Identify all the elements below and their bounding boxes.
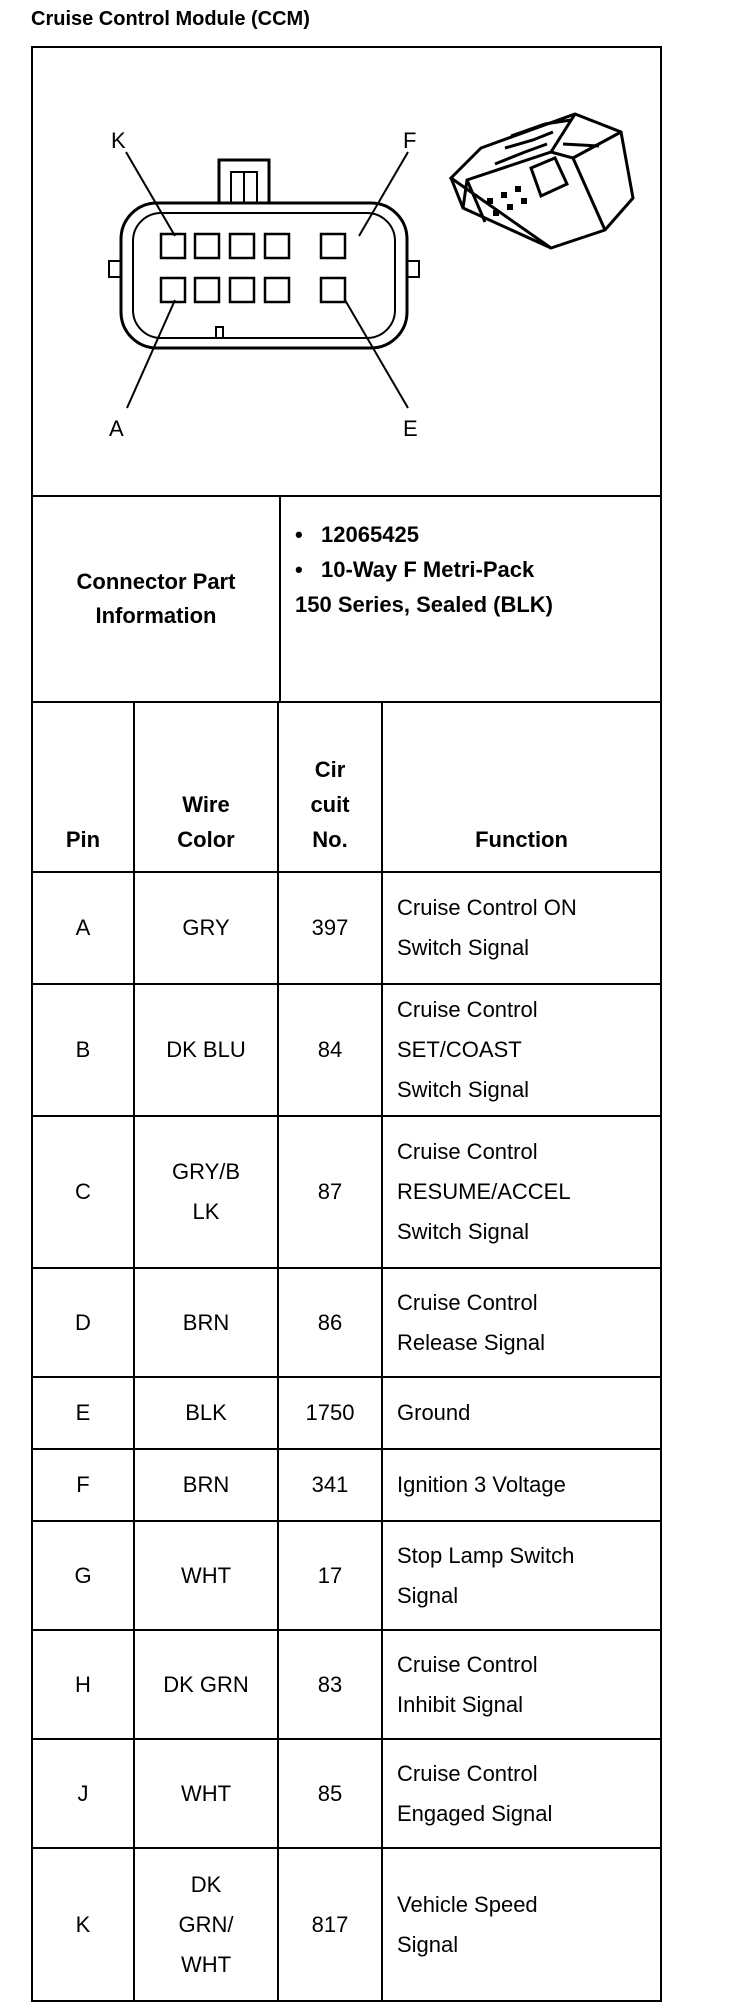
pin-cell: B bbox=[33, 984, 134, 1116]
pin-cell: H bbox=[33, 1630, 134, 1739]
function-text: Inhibit Signal bbox=[397, 1691, 523, 1717]
header-pin: Pin bbox=[33, 703, 134, 872]
table-row bbox=[33, 1377, 660, 1449]
circuit-number-cell: 341 bbox=[278, 1449, 382, 1521]
function-text: Cruise Control bbox=[397, 1139, 538, 1164]
wire-color-text: BRN bbox=[182, 1472, 230, 1497]
function-cell bbox=[382, 1521, 660, 1630]
wire-color-text: DK GRN bbox=[163, 1671, 249, 1697]
circuit-number-cell: 817 bbox=[278, 1848, 382, 2000]
table-row bbox=[33, 1521, 660, 1630]
connector-info-label-line1: Connector Part bbox=[76, 569, 236, 594]
function-text: Cruise Control bbox=[397, 1289, 538, 1315]
wire-color-text: DK BLU bbox=[166, 1037, 246, 1062]
wire-color-cell bbox=[134, 1521, 278, 1630]
function-cell bbox=[382, 1116, 660, 1268]
circuit-number-cell: 83 bbox=[278, 1630, 382, 1739]
table-row bbox=[33, 872, 660, 984]
description-line bbox=[295, 552, 646, 587]
label-a: A bbox=[109, 416, 124, 441]
wire-color-text: BLK bbox=[185, 1400, 227, 1425]
wire-color-cell bbox=[134, 1449, 278, 1521]
wire-color-cell bbox=[134, 1116, 278, 1268]
table-header-row bbox=[33, 703, 660, 872]
function-cell bbox=[382, 872, 660, 984]
function-cell bbox=[382, 1449, 660, 1521]
connector-sheet bbox=[31, 46, 662, 2002]
function-cell bbox=[382, 984, 660, 1116]
function-cell bbox=[382, 1739, 660, 1848]
connector-info-label-line2: Information bbox=[95, 603, 217, 628]
wire-color-cell bbox=[134, 1377, 278, 1449]
circuit-number-cell: 87 bbox=[278, 1116, 382, 1268]
circuit-number-cell: 85 bbox=[278, 1739, 382, 1848]
circuit-number-cell: 397 bbox=[278, 872, 382, 984]
wire-color-text: DK bbox=[190, 1871, 222, 1897]
connector-face-drawing bbox=[33, 48, 660, 495]
table-row bbox=[33, 1848, 660, 2000]
pin-cell: E bbox=[33, 1377, 134, 1449]
wire-color-text: LK bbox=[192, 1199, 220, 1224]
table-row bbox=[33, 1630, 660, 1739]
function-text: Switch Signal bbox=[397, 935, 530, 960]
table-row bbox=[33, 1449, 660, 1521]
function-text: Vehicle Speed bbox=[397, 1891, 538, 1917]
connector-perspective-drawing bbox=[451, 114, 633, 248]
function-text: Switch Signal bbox=[397, 1077, 530, 1102]
circuit-number-cell: 86 bbox=[278, 1268, 382, 1377]
table-row bbox=[33, 1116, 660, 1268]
function-text: SET/COAST bbox=[397, 1037, 522, 1062]
function-text: RESUME/ACCEL bbox=[397, 1179, 571, 1204]
function-text: Cruise Control bbox=[397, 997, 538, 1022]
connector-diagram bbox=[33, 48, 660, 497]
header-wire-color: Wire Color bbox=[134, 703, 278, 872]
function-text: Cruise Control ON bbox=[397, 895, 577, 920]
connector-series: 150 Series, Sealed (BLK) bbox=[295, 592, 554, 617]
wire-color-text: GRN/ bbox=[178, 1911, 234, 1937]
function-cell bbox=[382, 1630, 660, 1739]
connector-part-information bbox=[33, 497, 660, 703]
wire-color-text: GRY/B bbox=[171, 1159, 241, 1184]
bullet: • bbox=[295, 557, 303, 582]
wire-color-text: GRY bbox=[182, 915, 230, 940]
function-text: Cruise Control bbox=[397, 1760, 538, 1786]
function-text: Switch Signal bbox=[397, 1219, 530, 1244]
function-text: Ground bbox=[397, 1400, 471, 1425]
wire-color-text: BRN bbox=[182, 1309, 230, 1335]
part-number: 12065425 bbox=[321, 522, 419, 547]
pin-cell: F bbox=[33, 1449, 134, 1521]
function-cell bbox=[382, 1268, 660, 1377]
function-text: Engaged Signal bbox=[397, 1800, 553, 1826]
pin-cell: C bbox=[33, 1116, 134, 1268]
pin-cell: K bbox=[33, 1848, 134, 2000]
function-cell bbox=[382, 1848, 660, 2000]
wire-color-cell bbox=[134, 872, 278, 984]
function-text: Release Signal bbox=[397, 1329, 545, 1355]
wire-color-cell bbox=[134, 1268, 278, 1377]
pinout-rows bbox=[33, 872, 660, 2000]
bullet: • bbox=[295, 522, 303, 547]
table-row bbox=[33, 1268, 660, 1377]
label-e: E bbox=[403, 416, 418, 441]
wire-color-text: WHT bbox=[180, 1562, 232, 1588]
circuit-number-cell: 1750 bbox=[278, 1377, 382, 1449]
wire-color-cell bbox=[134, 984, 278, 1116]
function-cell bbox=[382, 1377, 660, 1449]
pin-cell: J bbox=[33, 1739, 134, 1848]
pinout-table bbox=[33, 703, 660, 2000]
function-text: Signal bbox=[397, 1582, 459, 1608]
pin-cell: D bbox=[33, 1268, 134, 1377]
cavity-row-bottom bbox=[161, 278, 345, 302]
circuit-number-cell: 84 bbox=[278, 984, 382, 1116]
header-circuit-number: Cir cuit No. bbox=[278, 703, 382, 872]
wire-color-text: WHT bbox=[180, 1780, 232, 1806]
wire-color-cell bbox=[134, 1630, 278, 1739]
connector-info-value bbox=[281, 497, 660, 701]
connector-info-label bbox=[33, 497, 281, 701]
header-function: Function bbox=[382, 703, 660, 872]
connector-description: 10-Way F Metri-Pack bbox=[321, 557, 535, 582]
cavity-row-top bbox=[161, 234, 345, 258]
table-row bbox=[33, 984, 660, 1116]
wire-color-cell bbox=[134, 1848, 278, 2000]
function-text: Signal bbox=[397, 1931, 459, 1957]
function-text: Ignition 3 Voltage bbox=[397, 1472, 566, 1497]
page-title: Cruise Control Module (CCM) bbox=[31, 8, 310, 30]
pin-cell: G bbox=[33, 1521, 134, 1630]
pin-cell: A bbox=[33, 872, 134, 984]
function-text: Stop Lamp Switch bbox=[397, 1542, 575, 1568]
label-k: K bbox=[111, 128, 126, 153]
label-f: F bbox=[403, 128, 417, 153]
table-row bbox=[33, 1739, 660, 1848]
function-text: Cruise Control bbox=[397, 1651, 538, 1677]
part-number-line bbox=[295, 517, 646, 552]
wire-color-cell bbox=[134, 1739, 278, 1848]
circuit-number-cell: 17 bbox=[278, 1521, 382, 1630]
wire-color-text: WHT bbox=[180, 1951, 232, 1977]
